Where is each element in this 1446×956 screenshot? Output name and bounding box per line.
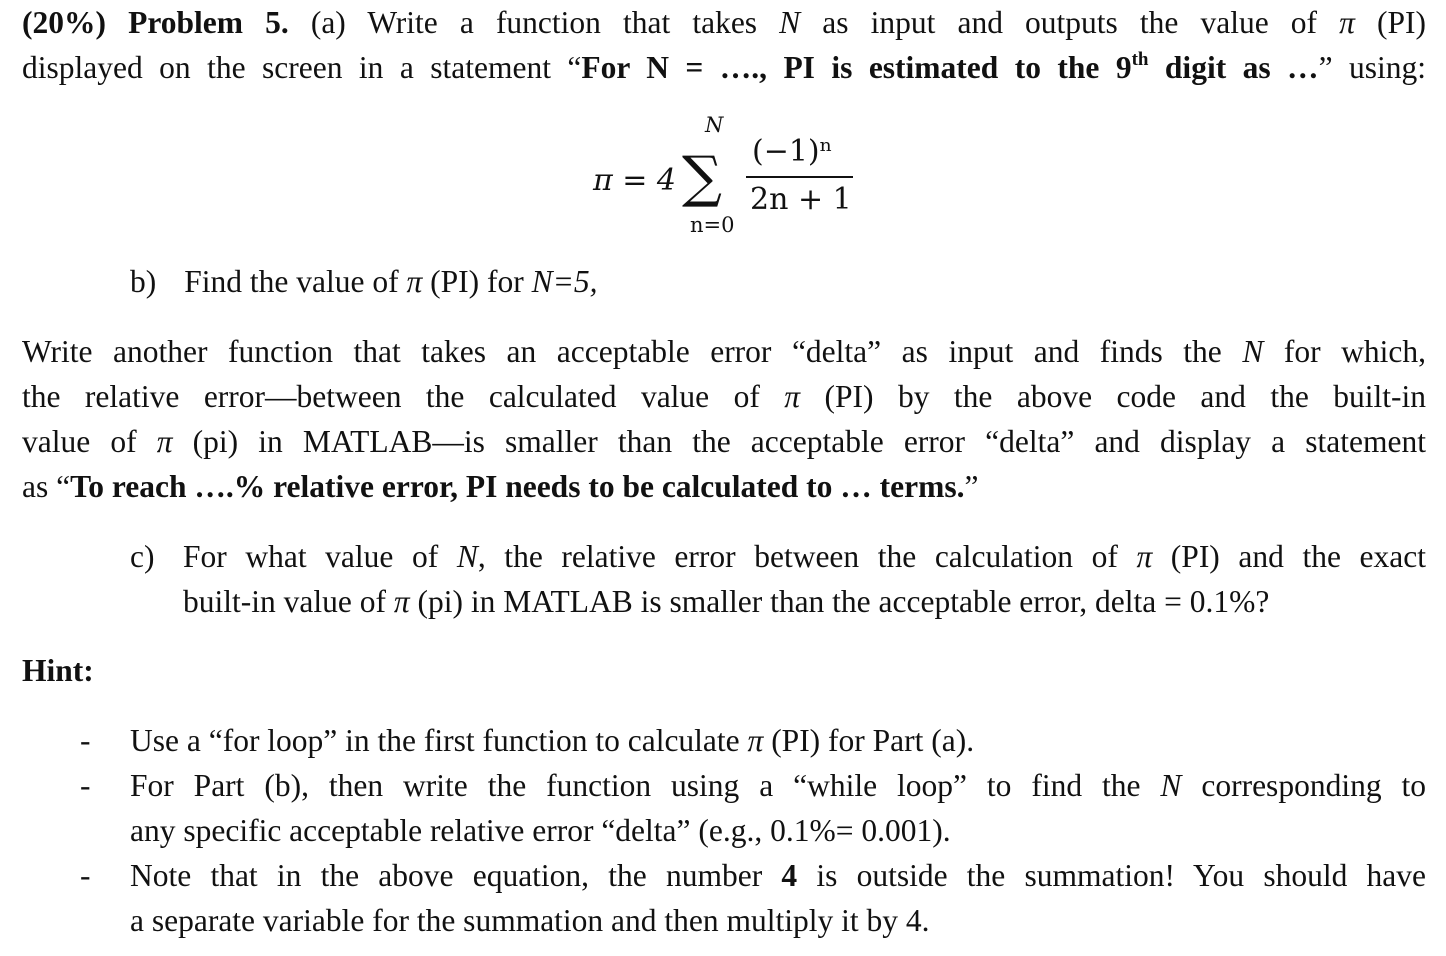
pi-symbol: π [156, 424, 173, 459]
part-a-label: (a) [310, 5, 346, 40]
variable-n: N [456, 539, 478, 574]
statement-format: For N = …., PI is estimated to the 9 [581, 50, 1132, 85]
paragraph-text: as “ [22, 469, 71, 504]
paragraph-text: for which, [1263, 334, 1426, 369]
pi-symbol: π [1136, 539, 1153, 574]
fraction-numerator: (−1)ⁿ [752, 134, 833, 169]
problem-text: as input and outputs the value of [800, 5, 1340, 40]
variable-n: N [1160, 768, 1182, 803]
fraction-bar [746, 176, 853, 178]
part-c-text: , the relative error between the calculation of [477, 539, 1137, 574]
hint-item-3 [130, 853, 1426, 943]
problem-weight: (20%) [22, 5, 106, 40]
hint-text: a separate variable for the summation and then multiply it by 4. [130, 903, 930, 938]
statement-format: digit as … [1148, 50, 1319, 85]
paragraph-line [22, 464, 1426, 509]
sum-lower-limit: n=0 [690, 213, 735, 237]
part-c-text: (pi) in MATLAB is smaller than the acceptable error, delta = 0.1%? [409, 584, 1270, 619]
hint-item-2 [130, 763, 1426, 853]
pi-symbol: π [406, 264, 423, 299]
paragraph-text: ” [964, 469, 979, 504]
hint-text: any specific acceptable relative error “delta” (e.g., 0.1%= 0.001). [130, 813, 951, 848]
bullet-dash: - [80, 858, 91, 893]
part-b-instructions [22, 329, 1426, 509]
part-c-label: c) [130, 539, 155, 574]
hint-title: Hint: [22, 653, 94, 688]
paragraph-text: Write another function that takes an acceptable error “delta” as input and finds the [22, 334, 1243, 369]
paragraph-line [22, 419, 1426, 464]
variable-n: N [1242, 334, 1264, 369]
bullet-dash: - [80, 768, 91, 803]
pi-symbol: π [784, 379, 801, 414]
paragraph-line [22, 329, 1426, 374]
problem-text: Write a function that takes [367, 5, 780, 40]
statement-format: To reach ….% relative error, PI needs to be calculated to … terms. [70, 469, 965, 504]
part-b [130, 259, 598, 304]
superscript: th [1131, 49, 1149, 70]
part-c-text: For what value of [183, 539, 457, 574]
hint-item-1 [130, 718, 1426, 763]
part-b-text: Find the value of [184, 264, 407, 299]
problem-statement [22, 0, 1426, 90]
variable-n: N [779, 5, 801, 40]
part-c-line [183, 534, 1426, 579]
bullet-dash: - [80, 723, 91, 758]
hint-text: For Part (b), then write the function using a “while loop” to find the [130, 768, 1161, 803]
problem-title: Problem 5. [128, 5, 289, 40]
equation-lhs: π = 4 [593, 163, 677, 198]
paragraph-text: (PI) by the above code and the built-in [800, 379, 1427, 414]
paragraph-text: value of [22, 424, 157, 459]
part-b-value: N=5, [531, 264, 598, 299]
hint-text: is outside the summation! You should have [797, 858, 1427, 893]
paragraph-text: (pi) in MATLAB—is smaller than the acceptable error “delta” and display a statement [172, 424, 1426, 459]
problem-text: (PI) [1354, 5, 1427, 40]
fraction-denominator: 2n + 1 [750, 182, 852, 217]
pi-symbol: π [1339, 5, 1355, 40]
summation-sign: ∑ [682, 145, 722, 210]
problem-text: ” using: [1318, 50, 1426, 85]
pi-symbol: π [393, 584, 410, 619]
hint-text: Note that in the above equation, the number [130, 858, 782, 893]
problem-line-2 [22, 45, 1426, 90]
part-b-label: b) [130, 264, 157, 299]
problem-line-1 [22, 0, 1426, 45]
paragraph-line [22, 374, 1426, 419]
problem-text: displayed on the screen in a statement “ [22, 50, 582, 85]
sum-upper-limit: N [705, 113, 724, 137]
hint-text: Use a “for loop” in the first function to calculate [130, 723, 748, 758]
part-c-line [183, 579, 1426, 624]
paragraph-text: the relative error—between the calculated value of [22, 379, 785, 414]
part-c-text: built-in value of [183, 584, 394, 619]
pi-series-equation [590, 110, 890, 250]
hint-text: (PI) for Part (a). [763, 723, 975, 758]
hint-text: corresponding to [1181, 768, 1426, 803]
pi-symbol: π [747, 723, 764, 758]
emphasis-number: 4 [781, 858, 798, 893]
part-c-text: (PI) and the exact [1152, 539, 1426, 574]
part-b-text: (PI) for [422, 264, 532, 299]
